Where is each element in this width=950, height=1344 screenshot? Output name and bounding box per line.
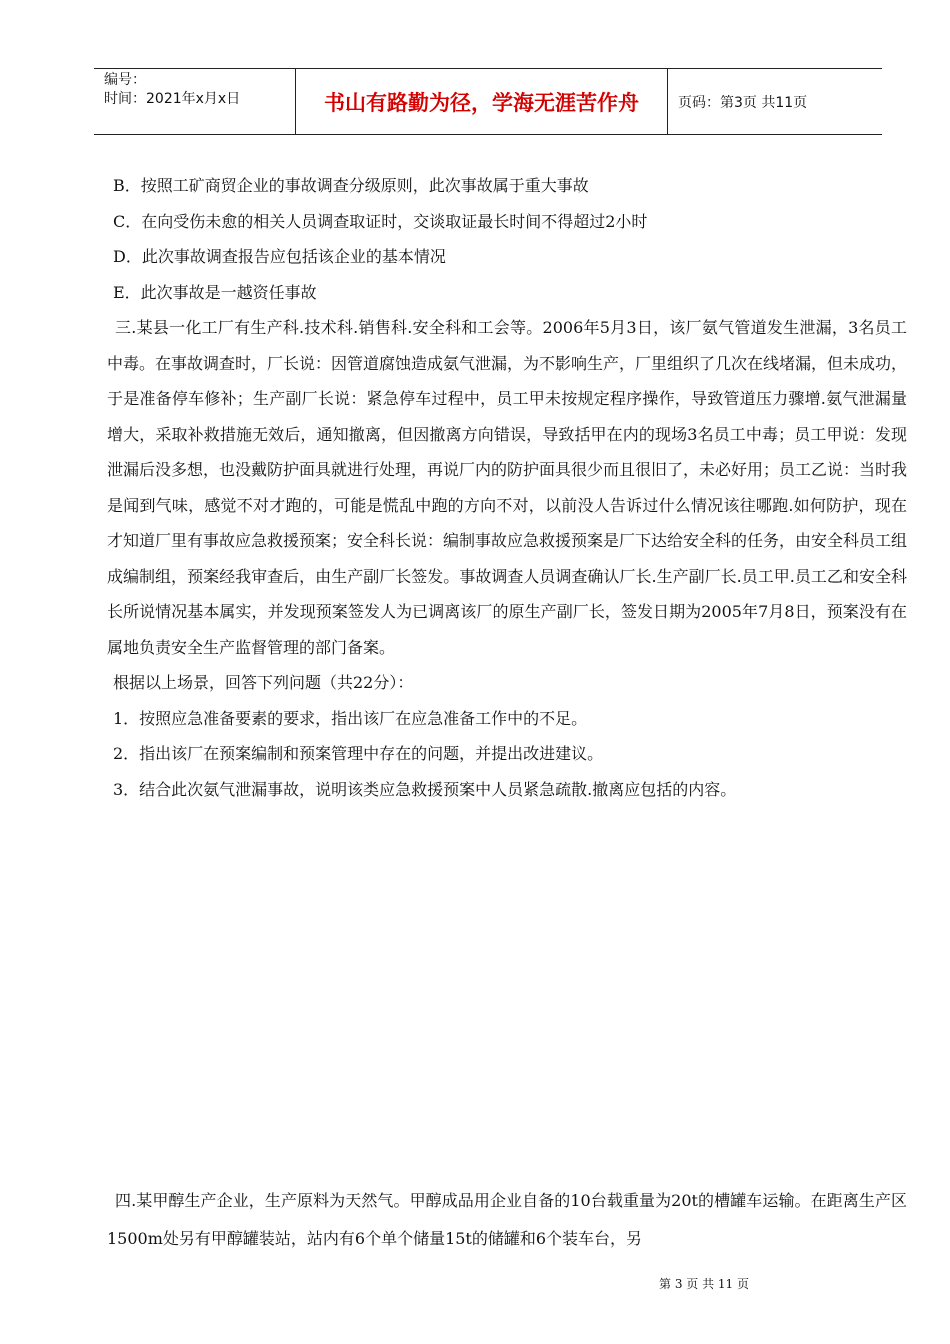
option-c: C．在向受伤未愈的相关人员调查取证时，交谈取证最长时间不得超过2小时 xyxy=(113,211,648,231)
time-line: 时间：2021年x月x日 xyxy=(104,91,241,107)
questions-prompt: 根据以上场景，回答下列问题（共22分）： xyxy=(113,673,414,692)
page-footer: 第 3 页 共 11 页 xyxy=(659,1277,749,1291)
question-2: 2．指出该厂在预案编制和预案管理中存在的问题，并提出改进建议。 xyxy=(113,744,604,763)
header-meta xyxy=(94,69,295,134)
page-header xyxy=(94,68,882,135)
document-body xyxy=(107,168,907,807)
question-1: 1．按照应急准备要素的要求，指出该厂在应急准备工作中的不足。 xyxy=(113,708,588,728)
header-motto: 书山有路勤为径，学海无涯苦作舟 xyxy=(295,69,668,134)
option-e: E．此次事故是一越资任事故 xyxy=(113,282,317,302)
code-label: 编号： xyxy=(104,72,146,88)
section-four-paragraph: 四.某甲醇生产企业，生产原料为天然气。甲醇成品用企业自备的10台载重量为20t的槽罐车运输。在距离生产区1500m处另有甲醇罐装站，站内有6个单个储量15t的储罐和6个装车台，另 xyxy=(107,1191,907,1248)
question-3: 3．结合此次氨气泄漏事故，说明该类应急救援预案中人员紧急疏散.撤离应包括的内容。 xyxy=(113,779,737,799)
option-b: B．按照工矿商贸企业的事故调查分级原则，此次事故属于重大事故 xyxy=(113,176,589,195)
scenario-paragraph: 三.某县一化工厂有生产科.技术科.销售科.安全科和工会等。2006年5月3日，该厂氨气管道发生泄漏，3名员工中毒。在事故调查时，厂长说：因管道腐蚀造成氨气泄漏，为不影响生产，厂里组织了几次在线堵漏，但未成功，于是准备停车修补；生产副厂长说：紧急停车过程中，员工甲未按规定程序操作，导致管道压力骤增.氨气泄漏量增大，采取补救措施无效后，通知撤离，但因撤离方向错误，导致括甲在内的现场3名员工中毒；员工甲说：发现泄漏后没多想，也没戴防护面具就进行处理，再说厂内的防护面具很少而且很旧了，未必好用；员工乙说：当时我是闻到气味，感觉不对才跑的，可能是慌乱中跑的方向不对，以前没人告诉过什么情况该往哪跑.如何防护，现在才知道厂里有事故应急救援预案；安全科长说：编制事故应急救援预案是厂下达给安全科的任务，由安全科员工组成编制组，预案经我审查后，由生产副厂长签发。事故调查人员调查确认厂长.生产副厂长.员工甲.员工乙和安全科长所说情况基本属实，并发现预案签发人为已调离该厂的原生产副厂长，签发日期为2005年7月8日，预案没有在属地负责安全生产监督管理的部门备案。 xyxy=(107,318,908,657)
option-d: D．此次事故调查报告应包括该企业的基本情况 xyxy=(113,247,446,266)
header-page-info: 页码：第3页 共11页 xyxy=(678,94,808,111)
